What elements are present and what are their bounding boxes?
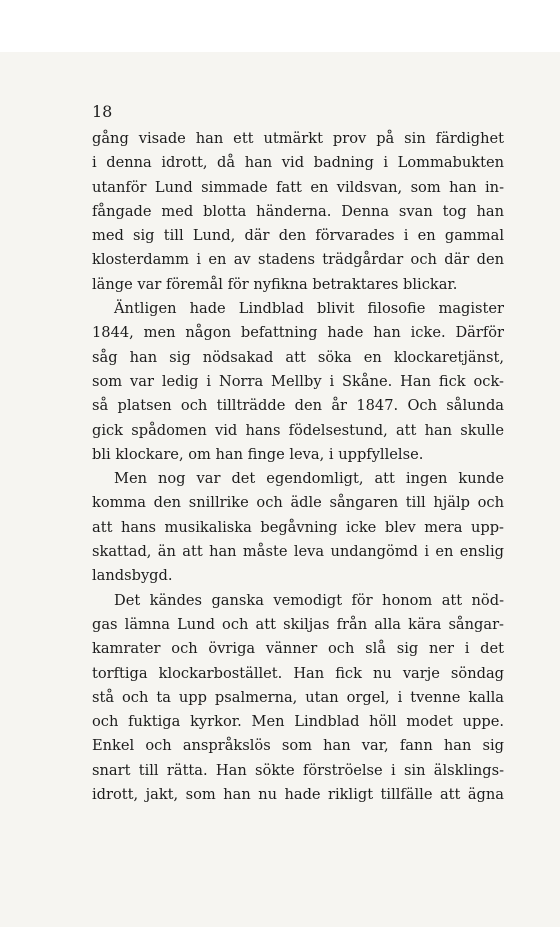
text-line: klosterdamm i en av stadens trädgårdar och där den (92, 251, 504, 269)
paragraph-1 (92, 127, 504, 297)
body-text (92, 127, 504, 807)
text-line: snart till rätta. Han sökte förströelse i sin älsklings- (92, 761, 504, 779)
text-line: såg han sig nödsakad att söka en klockaretjänst, (92, 348, 504, 366)
top-margin (0, 0, 560, 52)
text-line: Det kändes ganska vemodigt för honom att nöd- (114, 591, 504, 609)
text-line: Men nog var det egendomligt, att ingen kunde (114, 470, 504, 488)
text-line: stå och ta upp psalmerna, utan orgel, i tvenne kalla (92, 688, 504, 706)
text-line: utanför Lund simmade fatt en vildsvan, som han in- (92, 178, 504, 196)
text-line: skattad, än att han måste leva undangömd i en enslig (92, 543, 504, 561)
text-line: i denna idrott, då han vid badning i Lommabukten (92, 154, 504, 172)
text-line: med sig till Lund, där den förvarades i en gammal (92, 227, 504, 245)
text-line: torftiga klockarbostället. Han fick nu varje söndag (92, 664, 504, 682)
text-line: gång visade han ett utmärkt prov på sin färdighet (92, 130, 504, 147)
paragraph-2 (92, 297, 504, 467)
text-line: 1844, men någon befattning hade han icke. Därför (92, 324, 504, 342)
text-line: idrott, jakt, som han nu hade rikligt tillfälle att ägna (92, 786, 504, 804)
text-line: gas lämna Lund och att skiljas från alla kära sångar- (92, 615, 504, 633)
text-line: länge var föremål för nyfikna betraktares blickar. (92, 275, 458, 293)
text-line: fångade med blotta händerna. Denna svan tog han (92, 202, 504, 220)
text-line: bli klockare, om han finge leva, i uppfyllelse. (92, 445, 424, 463)
text-line: så platsen och tillträdde den år 1847. Och sålunda (92, 397, 504, 415)
text-line: att hans musikaliska begåvning icke blev mera upp- (92, 518, 504, 536)
text-line: Enkel och anspråkslös som han var, fann han sig (92, 737, 504, 755)
text-line: kamrater och övriga vänner och slå sig ner i det (92, 640, 504, 658)
text-line: komma den snillrike och ädle sångaren till hjälp och (92, 494, 504, 512)
text-line: och fuktiga kyrkor. Men Lindblad höll modet uppe. (92, 713, 504, 731)
paragraph-3 (92, 467, 504, 588)
text-line: Äntligen hade Lindblad blivit filosofie magister (114, 300, 504, 318)
text-line: som var ledig i Norra Mellby i Skåne. Han fick ock- (92, 372, 504, 390)
text-line: gick spådomen vid hans födelsestund, att han skulle (92, 421, 504, 439)
text-line: landsbygd. (92, 567, 173, 585)
paragraph-4 (92, 589, 504, 808)
page-number: 18 (92, 102, 113, 121)
